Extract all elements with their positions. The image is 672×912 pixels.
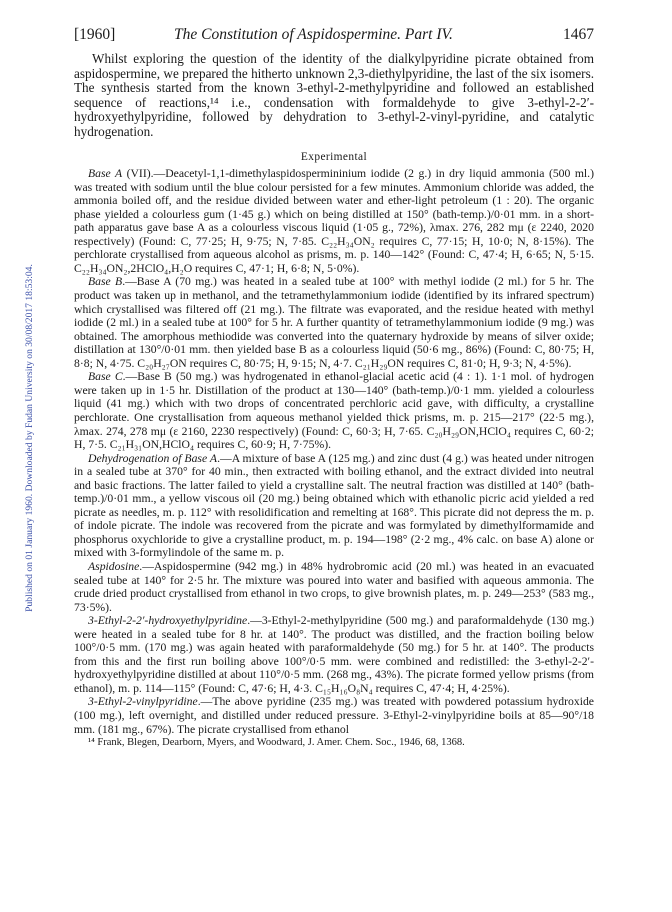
paragraph-vinylpyridine — [74, 695, 594, 736]
paragraph-text: (VII).—Deacetyl-1,1-dimethylaspidospermininium iodide (2 g.) in dry liquid ammonia (500 ml.) was treated with sodium until the blue colour persisted for a few minutes. Ammonium chloride was added, the ammonia boiled off, and the residue divided between water and ether-light petroleum (1 : 20). The organic phase yielded a colourless gum (1·45 g.) which on being distilled at 150° (bath-temp.)/0·01 mm. in a short-path apparatus gave base A as a colourless viscous liquid (1·05 g., 72%), λmax. 276, 282 mμ (ε 2240, 2020 respectively) (Found: C, 77·25; H, 9·75; N, 7·85. C₂₂H₃₄ON₂ requires C, 77·15; H, 10·0; N, 8·15%). The perchlorate crystallised from aqueous alcohol as prisms, m. p. 140—142° (Found: C, 47·4; H, 6·65; N, 5·15. C₂₂H₃₄ON₂,2HClO₄,H₂O requires C, 47·1; H, 6·8; N, 5·0%). — [74, 167, 594, 275]
paragraph-lead: Base B — [88, 275, 123, 289]
paragraph-base-a — [74, 167, 594, 275]
paragraph-text: .—A mixture of base A (125 mg.) and zinc dust (4 g.) was heated under nitrogen in a sealed tube at 370° for 40 min., then extracted with boiling ethanol, and the extract divided into neutral and basic fractions. The latter failed to yield a crystalline salt. The neutral fraction was distilled at 140° (bath-temp.)/0·01 mm., a yellow viscous oil (20 mg.) being obtained which with ethanolic picric acid yielded a red picrate as needles, m. p. 112° with resolidification and remelting at 168°. This picrate did not depress the m. p. of indole picrate. The indole was recovered from the picrate and was formylated by dimethylformamide and phosphorus oxychloride to give a crystalline product, m. p. 194—198° (2·2 mg., 4% calc. on base A) alone or mixed with 3-formylindole of the same m. p. — [74, 451, 594, 560]
paragraph-lead: Dehydrogenation of Base A — [88, 451, 218, 465]
paragraph-lead: 3-Ethyl-2-vinylpyridine — [88, 695, 198, 709]
page-header — [74, 26, 594, 44]
paragraph-aspidosine — [74, 560, 594, 614]
paragraph-text: .—Aspidospermine (942 mg.) in 48% hydrobromic acid (20 ml.) was heated in an evacuated sealed tube at 140° for 2·5 hr. The mixture was poured into water and basified with aqueous ammonia. The crude dried product crystallised from ethanol in two crops, to give brownish plates, m. p. 249—253° (583 mg., 73·5%). — [74, 559, 594, 614]
paragraph-text: .—The above pyridine (235 mg.) was treated with powdered potassium hydroxide (100 mg.), left overnight, and distilled under reduced pressure. 3-Ethyl-2-vinylpyridine boils at 85—90°/18 mm. (181 mg., 67%). The picrate crystallised from ethanol — [74, 695, 594, 736]
paragraph-lead: Base C — [88, 370, 123, 384]
paragraph-text: .—3-Ethyl-2-methylpyridine (500 mg.) and paraformaldehyde (130 mg.) were heated in a sealed tube for 8 hr. at 140°. The product was distilled, and the fraction boiling below 100°/0·5 mm. (170 mg.) was again heated with paraformaldehyde (50 mg.) for 5 hr. at 140°. The products from this and the first run boiling above 100°/0·5 mm. were combined and redistilled: the 3-ethyl-2-2′-hydroxyethylpyridine distilled at about 110°/0·5 mm. (268 mg., 43%). The picrate formed yellow prisms (from ethanol), m. p. 114—115° (Found: C, 47·6; H, 4·3. C₁₅H₁₆O₈N₄ requires C, 47·4; H, 4·25%). — [74, 614, 594, 695]
article-body — [74, 52, 594, 749]
section-heading: Experimental — [300, 150, 368, 163]
paragraph-text: .—Base A (70 mg.) was heated in a sealed tube at 100° with methyl iodide (2 ml.) for 5 hr. The product was taken up in methanol, and the tetramethylammonium iodide (identified by its infrared spectrum) which crystallised was filtered off (21 mg.). The filtrate was evaporated, and the residue heated with methyl iodide (2 ml.) in a sealed tube at 100° for 5 hr. A further quantity of tetramethylammonium iodide (9 mg.) was obtained. The amorphous methiodide was converted into the quaternary hydroxide by means of silver oxide; distillation at 130°/0·01 mm. then yielded base B as a colourless liquid (50·6 mg., 86%) (Found: C, 80·75; H, 8·8; N, 4·75. C₂₀H₂₇ON requires C, 80·75; H, 9·15; N, 4·7. C₂₁H₂₉ON requires C, 81·0; H, 9·3; N, 4·5%). — [74, 275, 594, 370]
paragraph-dehydrogenation — [74, 452, 594, 560]
intro-paragraph: Whilst exploring the question of the identity of the dialkylpyridine picrate obtained from aspidospermine, we prepared the hitherto unknown 2,3-diethylpyridine, the last of the six isomers. The synthesis started from the known 3-ethyl-2-methylpyridine and followed an established sequence of reactions,¹⁴ i.e., condensation with formaldehyde to give 3-ethyl-2-2′-hydroxyethylpyridine, followed by dehydration to 3-ethyl-2-vinyl-pyridine, and catalytic hydrogenation. — [74, 51, 594, 139]
paragraph-lead: 3-Ethyl-2-2′-hydroxyethylpyridine — [88, 614, 248, 628]
paragraph-text: .—Base B (50 mg.) was hydrogenated in ethanol-glacial acetic acid (4 : 1). 1·1 mol. of hydrogen were taken up in 1·5 hr. Distillation of the product at 130—140° (bath-temp.)/0·1 mm. yielded a colourless liquid (41 mg.) which with two drops of concentrated perchloric acid gave, with difficulty, a crystalline perchlorate. One crystallisation from aqueous methanol yielded thick prisms, m. p. 215—217° (22·5 mg.), λmax. 274, 278 mμ (ε 2160, 2230 respectively) (Found: C, 60·3; H, 7·65. C₂₀H₂₉ON,HClO₄ requires C, 60·2; H, 7·5. C₂₁H₃₁ON,HClO₄ requires C, 60·9; H, 7·75%). — [74, 370, 594, 452]
footnote: ¹⁴ Frank, Blegen, Dearborn, Myers, and Woodward, J. Amer. Chem. Soc., 1946, 68, 1368. — [88, 737, 465, 749]
paragraph-base-b — [74, 275, 594, 370]
page-number: 1467 — [563, 26, 594, 43]
header-title: The Constitution of Aspidospermine. Part IV. — [174, 26, 453, 43]
header-year: [1960] — [74, 26, 116, 43]
paragraph-base-c — [74, 370, 594, 451]
paragraph-lead: Aspidosine — [88, 559, 140, 573]
paragraph-hydroxyethylpyridine — [74, 614, 594, 695]
download-notice: Published on 01 January 1960. Downloaded by Fudan University on 30/08/2017 18:53:04. — [24, 264, 35, 612]
paragraph-lead: Base A — [88, 167, 123, 181]
